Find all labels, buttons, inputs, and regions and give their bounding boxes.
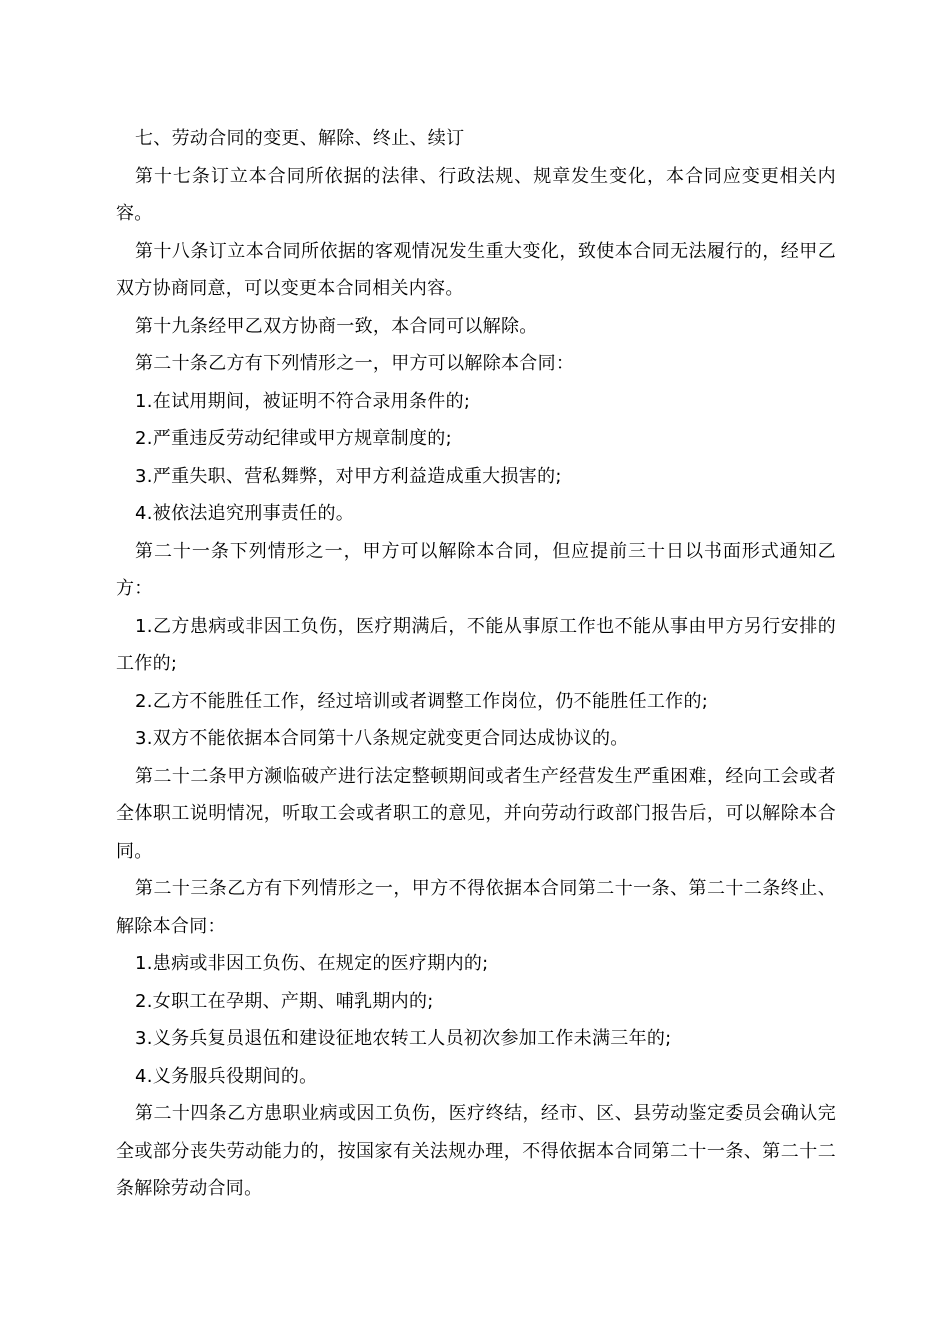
article-21-item-3: 3.双方不能依据本合同第十八条规定就变更合同达成协议的。 — [135, 728, 629, 749]
article-24: 第二十四条乙方患职业病或因工负伤，医疗终结，经市、区、县劳动鉴定委员会确认完全或部分丧失劳动能力的，按国家有关法规办理，不得依据本合同第二十一条、第二十二条解除劳动合同。 — [116, 1103, 836, 1199]
section-heading: 七、劳动合同的变更、解除、终止、续订 — [135, 128, 465, 149]
document-body — [116, 120, 836, 1208]
article-23-item-2: 2.女职工在孕期、产期、哺乳期内的; — [135, 990, 434, 1012]
article-21: 第二十一条下列情形之一，甲方可以解除本合同，但应提前三十日以书面形式通知乙方： — [116, 540, 836, 599]
article-20-item-3: 3.严重失职、营私舞弊，对甲方利益造成重大损害的; — [135, 465, 562, 487]
article-21-item-2: 2.乙方不能胜任工作，经过培训或者调整工作岗位，仍不能胜任工作的; — [135, 690, 709, 712]
article-20-item-1: 1.在试用期间，被证明不符合录用条件的; — [135, 390, 471, 412]
article-23-item-1: 1.患病或非因工负伤、在规定的医疗期内的; — [135, 953, 489, 974]
article-18: 第十八条订立本合同所依据的客观情况发生重大变化，致使本合同无法履行的，经甲乙双方协商同意，可以变更本合同相关内容。 — [116, 240, 836, 299]
article-20: 第二十条乙方有下列情形之一，甲方可以解除本合同： — [135, 353, 575, 374]
article-19: 第十九条经甲乙双方协商一致，本合同可以解除。 — [135, 315, 538, 337]
article-23-item-3: 3.义务兵复员退伍和建设征地农转工人员初次参加工作未满三年的; — [135, 1028, 672, 1049]
article-20-item-4: 4.被依法追究刑事责任的。 — [135, 503, 355, 524]
article-23: 第二十三条乙方有下列情形之一，甲方不得依据本合同第二十一条、第二十二条终止、解除本合同： — [116, 878, 836, 937]
article-22: 第二十二条甲方濒临破产进行法定整顿期间或者生产经营发生严重困难，经向工会或者全体职工说明情况，听取工会或者职工的意见，并向劳动行政部门报告后，可以解除本合同。 — [116, 765, 836, 862]
article-17: 第十七条订立本合同所依据的法律、行政法规、规章发生变化，本合同应变更相关内容。 — [116, 165, 836, 224]
article-20-item-2: 2.严重违反劳动纪律或甲方规章制度的; — [135, 428, 452, 449]
article-21-item-1: 1.乙方患病或非因工负伤，医疗期满后，不能从事原工作也不能从事由甲方另行安排的工作的; — [116, 615, 836, 674]
article-23-item-4: 4.义务服兵役期间的。 — [135, 1065, 318, 1087]
